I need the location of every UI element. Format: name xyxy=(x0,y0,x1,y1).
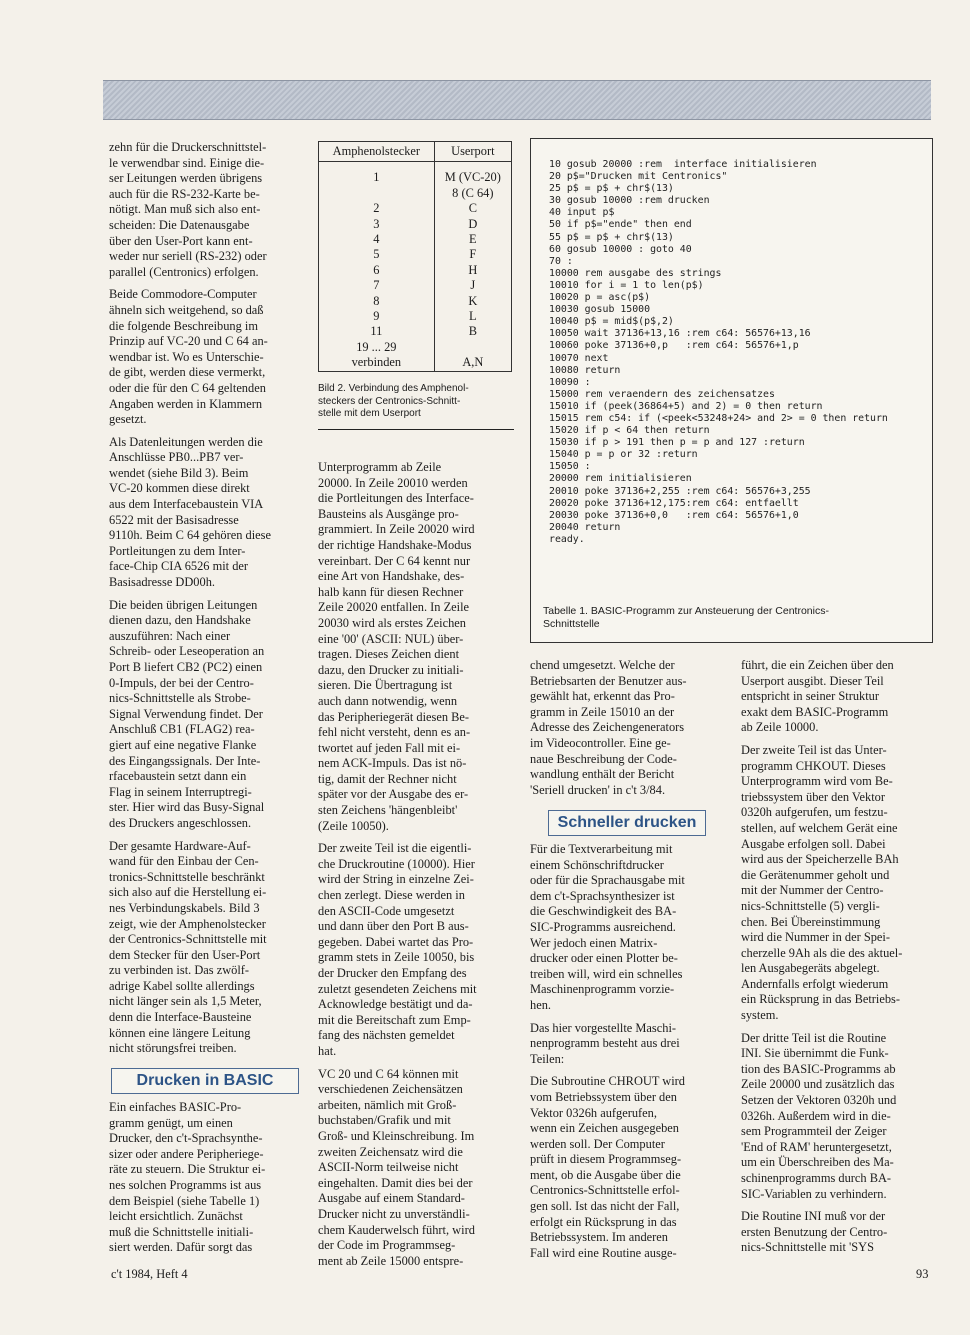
pin-cell: 2 xyxy=(319,201,435,216)
pin-cell: F xyxy=(434,247,511,262)
pin-table-header: Amphenolstecker xyxy=(319,142,435,162)
code-line: 15015 rem c54: if (<peek<53248+24> and 2> = 0 then return xyxy=(549,412,888,424)
pin-cell: 9 xyxy=(319,309,435,324)
pin-cell: E xyxy=(434,232,511,247)
pin-cell: B xyxy=(434,324,511,339)
paragraph: Der zweite Teil ist das Unter- programm CHKOUT. Dieses Unterprogramm wird vom Be- triebssystem über den Vektor 0320h aufgerufen, um festzu- stellen, auf welchem Gerät eine Ausgabe erfolgen soll. Dabei wird aus der Speicherzelle BAh die Gerätenummer geholt und mit der Nummer der Centro- nics-Schnittstelle (5) vergli- chen. Bei Übereinstimmung wird die Nummer in der Spei- cherzelle 9Ah als die des aktuel- len Ausgabegeräts abgelegt. Andernfalls erfolgt wiederum ein Rücksprung in das Betriebs- system. xyxy=(741,742,903,1023)
code-line: 15030 if p > 191 then p = p and 127 :return xyxy=(549,437,805,449)
code-line: 70 : xyxy=(549,255,573,267)
code-line: 40 input p$ xyxy=(549,207,615,219)
paragraph: zehn für die Druckerschnittstel- le verwendbar sind. Einige die- ser Leitungen werden übrigens auch für die RS-232-Karte be- nötigt. Man muß sich also ent- scheiden: Die Datenausgabe über den User-Port kann ent- weder nur seriell (RS-232) oder parallel (Centronics) erfolgen. xyxy=(109,140,267,279)
code-line: 55 p$ = p$ + chr$(13) xyxy=(549,231,674,243)
paragraph: Die Routine INI muß vor der ersten Benutzung der Centro- nics-Schnittstelle mit 'SYS xyxy=(741,1209,888,1255)
column-2 xyxy=(318,460,514,1276)
pin-cell: K xyxy=(434,294,511,309)
figure-caption xyxy=(318,383,512,421)
pin-cell: A,N xyxy=(434,355,511,371)
pin-table-header: Userport xyxy=(434,142,511,162)
pin-cell: J xyxy=(434,278,511,293)
code-line: 60 gosub 10000 : goto 40 xyxy=(549,243,692,255)
basic-code-listing xyxy=(549,159,888,546)
pin-cell: 1 xyxy=(319,170,435,185)
code-line: 20030 poke 37136+0,0 :rem c64: 56576+1,0 xyxy=(549,509,799,521)
code-line: 30 gosub 10000 :rem drucken xyxy=(549,195,710,207)
page-number: 93 xyxy=(916,1267,929,1281)
code-line: 10080 return xyxy=(549,364,621,376)
pin-cell: L xyxy=(434,309,511,324)
code-line: 10 gosub 20000 :rem interface initialisieren xyxy=(549,159,817,170)
code-line: 25 p$ = p$ + chr$(13) xyxy=(549,183,674,195)
pin-cell: C xyxy=(434,201,511,216)
code-line: 15020 if p < 64 then return xyxy=(549,425,710,437)
code-line: 15000 rem veraendern des zeichensatzes xyxy=(549,388,775,400)
code-line: 10050 wait 37136+13,16 :rem c64: 56576+13,16 xyxy=(549,328,811,340)
code-line: 50 if p$="ende" then end xyxy=(549,219,692,231)
paragraph: führt, die ein Zeichen über den Userport ausgibt. Dieser Teil entspricht in seiner Struktur exakt dem BASIC-Programm ab Zeile 10000. xyxy=(741,658,894,735)
pin-cell: 6 xyxy=(319,263,435,278)
paragraph: Die beiden übrigen Leitungen dienen dazu, den Handshake auszuführen: Nach einer Schreib- oder Leseoperation an Port B liefert CB2 (PC2) einen 0-Impuls, der bei der Centro- nics-Schnittstelle als Strobe- Signal Verwendung findet. Der Anschluß CB1 (FLAG2) rea- giert auf eine negative Flanke des Eingangssignals. Der Inte- rfacebaustein setzt dann ein Flag in seinem Interruptregi- ster. Hier wird das Busy-Signal des Druckers angeschlossen. xyxy=(109,597,265,830)
code-line: 15040 p = p or 32 :return xyxy=(549,449,698,461)
code-line: 20040 return xyxy=(549,521,621,533)
pin-cell: 11 xyxy=(319,324,435,339)
paragraph: Unterprogramm ab Zeile 20000. In Zeile 20010 werden die Portleitungen des Interface- Bausteins als Ausgänge pro- grammiert. In Zeile 20020 wird der richtige Handshake-Modus vereinbart. Der C 64 kennt nur eine Art von Handshake, des- halb kann für diesen Rechner Zeile 20020 entfallen. In Zeile 20030 wird als erstes Zeichen eine '00' (ASCII: NUL) über- tragen. Dieses Zeichen dient dazu, den Drucker zu initiali- sieren. Die Übertragung ist auch dann notwendig, wenn das Peripheriegerät diesen Be- fehl nicht versteht, denn es an- twortet auf jeden Fall mit ei- nem ACK-Impuls. Das ist nö- tig, damit der Rechner nicht später vor der Ausgabe des er- sten Zeichens 'hängenbleibt' (Zeile 10050). xyxy=(318,460,475,833)
column-1 xyxy=(109,140,305,1064)
code-line: 20000 rem initialisieren xyxy=(549,473,692,485)
code-line: 15050 : xyxy=(549,461,591,473)
section-heading-schneller-drucken: Schneller drucken xyxy=(548,810,706,836)
column-3-continued xyxy=(530,842,726,1268)
table-caption xyxy=(543,605,923,631)
header-bar xyxy=(103,80,931,120)
code-line: 10020 p = asc(p$) xyxy=(549,292,651,304)
pin-cell: 5 xyxy=(319,247,435,262)
code-line: 10040 p$ = mid$(p$,2) xyxy=(549,316,674,328)
paragraph: Der gesamte Hardware-Auf- wand für den Einbau der Cen- tronics-Schnittstelle beschränkt sich also auf die Herstellung ei- nes Verbindungskabels. Bild 3 zeigt, wie der Amphenolstecker der Centronics-Schnittstelle mit dem Stecker für den User-Port zu verbinden ist. Das zwölf- adrige Kabel sollte allerdings nicht länger sein als 1,5 Meter, denn die Interface-Bausteine können eine längere Leitung nicht störungsfrei treiben. xyxy=(109,838,267,1056)
pin-cell xyxy=(319,186,435,201)
pin-cell: verbinden xyxy=(319,355,435,371)
paragraph: Der zweite Teil ist die eigentli- che Druckroutine (10000). Hier wird der String in einzelne Zei- chen zerlegt. Diese werden in den ASCII-Code umgesetzt und dann über den Port B aus- gegeben. Dabei wartet das Pro- gramm stets in Zeile 10050, bis der Drucker den Empfang des zuletzt gesendeten Zeichens mit Acknowledge bestätigt und da- mit die Bereitschaft zum Emp- fang des nächsten gemeldet hat. xyxy=(318,841,477,1058)
pin-cell: 7 xyxy=(319,278,435,293)
column-4 xyxy=(741,658,937,1263)
paragraph: Beide Commodore-Computer ähneln sich weitgehend, so daß die folgende Beschreibung im Prinzip auf VC-20 und C 64 an- wendbar ist. Wo es Unterschie- de gibt, werden diese vermerkt, oder die für den C 64 geltenden Angaben werden in Klammern gesetzt. xyxy=(109,287,268,427)
pin-cell: 3 xyxy=(319,217,435,232)
column-1-continued xyxy=(109,1100,305,1263)
column-3 xyxy=(530,658,726,805)
pin-cell: D xyxy=(434,217,511,232)
code-line: 10070 next xyxy=(549,352,609,364)
footer-issue: c't 1984, Heft 4 xyxy=(111,1267,188,1281)
paragraph: Für die Textverarbeitung mit einem Schönschriftdrucker oder für die Sprachausgabe mit dem c't-Sprachsynthesizer ist die Geschwindigkeit des BA- SIC-Programms ausreichend. Wer jedoch einen Matrix- drucker oder einen Plotter be- treiben will, wird ein schnelles Maschinenprogramm vorzie- hen. xyxy=(530,842,685,1012)
paragraph: Die Subroutine CHROUT wird vom Betriebssystem über den Vektor 0326h aufgerufen, wenn ein Zeichen ausgegeben werden soll. Der Computer prüft in diesem Programmseg- ment, ob die Ausgabe über die Centronics-Schnittstelle erfol- gen soll. Ist das nicht der Fall, erfolgt ein Rücksprung in das Betriebssystem. Im anderen Fall wird eine Routine ausge- xyxy=(530,1074,685,1260)
paragraph: Ein einfaches BASIC-Pro- gramm genügt, um einen Drucker, den c't-Sprachsynthe- sizer oder andere Peripheriege- räte zu steuern. Die Struktur ei- nes solchen Programms ist aus dem Beispiel (siehe Tabelle 1) leicht ersichtlich. Zunächst muß die Schnittstelle initiali- siert werden. Dafür sorgt das xyxy=(109,1100,266,1255)
code-line: 20020 poke 37136+12,175:rem c64: entfaellt xyxy=(549,497,799,509)
paragraph: Der dritte Teil ist die Routine INI. Sie übernimmt die Funk- tion des BASIC-Programms ab Zeile 20000 und zusätzlich das Setzen der Vektoren 0320h und 0326h. Außerdem wird in die- sem Programmteil der Zeiger 'End of RAM' heruntergesetzt, um ein Überschreiben des Ma- schinenprogramms durch BA- SIC-Variablen zu verhindern. xyxy=(741,1030,897,1201)
code-listing-box xyxy=(530,138,933,643)
code-line: 10090 : xyxy=(549,376,591,388)
section-heading-drucken-in-basic: Drucken in BASIC xyxy=(111,1068,299,1094)
pin-cell: 19 ... 29 xyxy=(319,340,435,355)
code-line: 15010 if (peek(36864+5) and 2) = 0 then return xyxy=(549,400,823,412)
paragraph: Das hier vorgestellte Maschi- nenprogramm besteht aus drei Teilen: xyxy=(530,1020,680,1066)
divider xyxy=(318,429,514,430)
pin-cell: M (VC-20) xyxy=(434,170,511,185)
code-line: 10060 poke 37136+0,p :rem c64: 56576+1,p xyxy=(549,340,799,352)
paragraph: Als Datenleitungen werden die Anschlüsse PB0...PB7 ver- wendet (siehe Bild 3). Beim VC-20 kommen diese direkt aus dem Interfacebaustein VIA 6522 mit der Basisadresse 9110h. Beim C 64 gehören diese Portleitungen zu dem Inter- face-Chip CIA 6526 mit der Basisadresse DD00h. xyxy=(109,434,271,590)
paragraph: chend umgesetzt. Welche der Betriebsarten der Benutzer aus- gewählt hat, erkennt das Pro- gramm in Zeile 15010 an der Adresse des Zeichengenerators im Videocontroller. Eine ge- naue Beschreibung der Code- wandlung enthält der Bericht 'Seriell drucken' in c't 3/84. xyxy=(530,658,687,797)
pin-cell: 4 xyxy=(319,232,435,247)
figure-caption-text: Bild 2. Verbindung des Amphenol- steckers der Centronics-Schnitt- stelle mit dem Userport xyxy=(318,383,469,419)
code-line: 10000 rem ausgabe des strings xyxy=(549,267,722,279)
pin-table xyxy=(318,141,512,372)
pin-cell: 8 xyxy=(319,294,435,309)
pin-cell xyxy=(434,340,511,355)
paragraph: VC 20 und C 64 können mit verschiedenen Zeichensätzen arbeiten, nämlich mit Groß- buchstaben/Grafik und mit Groß- und Kleinschreibung. Im zweiten Zeichensatz wird die ASCII-Norm teilweise nicht eingehalten. Damit dies bei der Ausgabe auf einem Standard- Drucker nicht zu unverständli- chem Kauderwelsch führt, wird der Code im Programmseg- ment ab Zeile 15000 entspre- xyxy=(318,1066,475,1268)
pin-cell: 8 (C 64) xyxy=(434,186,511,201)
pin-cell: H xyxy=(434,263,511,278)
code-line: 20 p$="Drucken mit Centronics" xyxy=(549,171,728,183)
table-caption-text: Tabelle 1. BASIC-Programm zur Ansteuerung der Centronics- Schnittstelle xyxy=(543,605,829,630)
code-line: 10010 for i = 1 to len(p$) xyxy=(549,279,704,291)
code-line: ready. xyxy=(549,533,585,545)
code-line: 20010 poke 37136+2,255 :rem c64: 56576+3,255 xyxy=(549,485,811,497)
code-line: 10030 gosub 15000 xyxy=(549,304,651,316)
